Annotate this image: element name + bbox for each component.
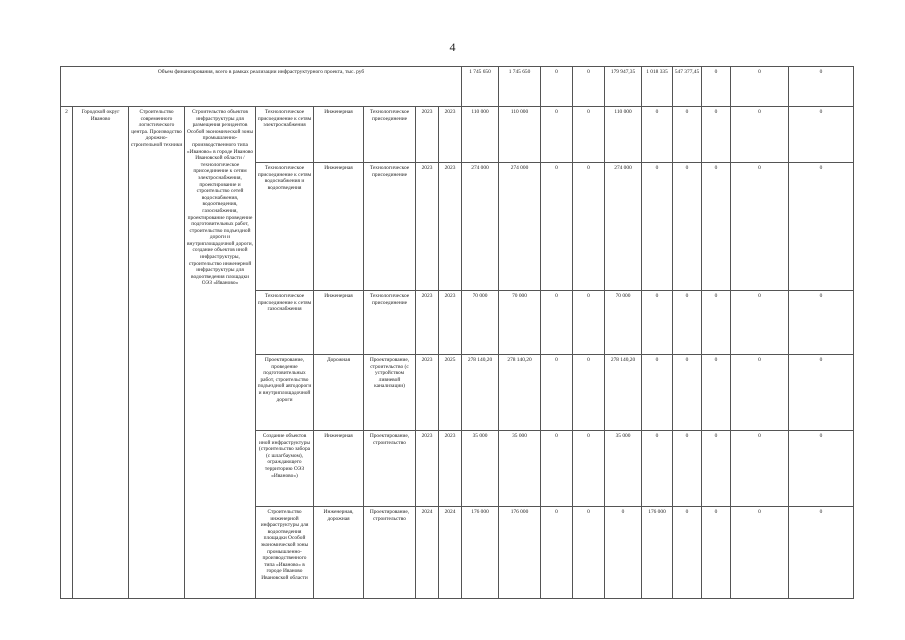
work-cell: Технологическое присоединение [364, 163, 416, 291]
type-cell: Инженерная [314, 291, 364, 355]
work-cell: Проектирование, строительство (с устройством ливневой канализации) [364, 355, 416, 431]
object-cell: Технологическое присоединение к сетям электроснабжения [256, 107, 314, 163]
value-cell: 0 [573, 431, 605, 507]
end-year: 2023 [439, 431, 462, 507]
value-cell: 0 [573, 507, 605, 599]
type-cell: Инженерная [314, 431, 364, 507]
summary-row [61, 67, 854, 107]
value-cell: 0 [573, 355, 605, 431]
value-cell: 0 [642, 107, 673, 163]
value-cell: 0 [789, 355, 854, 431]
end-year: 2023 [439, 107, 462, 163]
value-cell: 0 [642, 431, 673, 507]
value-cell: 176 000 [462, 507, 499, 599]
value-cell: 0 [673, 163, 702, 291]
value-cell: 0 [673, 507, 702, 599]
object-cell: Проектирование, проведение подготовительных работ, строительство подъездной автодороги и внутриплощадочной дороги [256, 355, 314, 431]
summary-value: 1 745 650 [499, 67, 541, 107]
table-row [61, 107, 854, 163]
value-cell: 274 000 [499, 163, 541, 291]
value-cell: 0 [541, 507, 573, 599]
work-cell: Технологическое присоединение [364, 291, 416, 355]
value-cell: 0 [731, 431, 789, 507]
value-cell: 0 [702, 163, 731, 291]
value-cell: 70 000 [605, 291, 642, 355]
object-cell: Технологическое присоединение к сетям водоснабжения и водоотведения [256, 163, 314, 291]
object-cell: Технологическое присоединение к сетям газоснабжения [256, 291, 314, 355]
value-cell: 35 000 [499, 431, 541, 507]
object-cell: Строительство инженерной инфраструктуры для водоотведения площадки Особой экономической зоны промышленно-производственного типа «Иваново» в городе Иваново Ивановской области [256, 507, 314, 599]
value-cell: 0 [731, 291, 789, 355]
start-year: 2023 [416, 431, 439, 507]
value-cell: 110 000 [605, 107, 642, 163]
row-number: 2 [61, 107, 73, 599]
value-cell: 0 [673, 431, 702, 507]
value-cell: 0 [702, 107, 731, 163]
value-cell: 70 000 [499, 291, 541, 355]
summary-value: 0 [573, 67, 605, 107]
value-cell: 0 [731, 355, 789, 431]
investment-projects-table [60, 66, 854, 599]
summary-value: 0 [541, 67, 573, 107]
value-cell: 0 [702, 355, 731, 431]
value-cell: 0 [642, 291, 673, 355]
value-cell: 0 [541, 163, 573, 291]
value-cell: 0 [541, 107, 573, 163]
object-cell: Создание объектов иной инфраструктуры (строительство забора (с шлагбаумом), ограждающего территорию ОЭЗ «Иваново») [256, 431, 314, 507]
summary-value: 179 947,35 [605, 67, 642, 107]
value-cell: 0 [605, 507, 642, 599]
value-cell: 35 000 [462, 431, 499, 507]
start-year: 2023 [416, 291, 439, 355]
start-year: 2024 [416, 507, 439, 599]
value-cell: 0 [702, 507, 731, 599]
summary-value: 1 018 335 [642, 67, 673, 107]
value-cell: 274 000 [462, 163, 499, 291]
work-cell: Проектирование, строительство [364, 431, 416, 507]
value-cell: 0 [789, 291, 854, 355]
end-year: 2025 [439, 355, 462, 431]
value-cell: 0 [789, 507, 854, 599]
value-cell: 0 [541, 355, 573, 431]
value-cell: 0 [541, 291, 573, 355]
value-cell: 0 [541, 431, 573, 507]
summary-label: Объем финансирования, всего в рамках реализации инфраструктурного проекта, тыс. руб [61, 67, 462, 107]
work-cell: Технологическое присоединение [364, 107, 416, 163]
end-year: 2023 [439, 291, 462, 355]
investment-project-cell: Строительство современного логистического центра. Производство дорожно-строительной техники [129, 107, 185, 599]
value-cell: 176 000 [642, 507, 673, 599]
summary-value: 547 377,45 [673, 67, 702, 107]
summary-value: 0 [789, 67, 854, 107]
start-year: 2023 [416, 107, 439, 163]
start-year: 2023 [416, 163, 439, 291]
value-cell: 0 [731, 107, 789, 163]
end-year: 2024 [439, 507, 462, 599]
page-number: 4 [449, 40, 456, 54]
infrastructure-project-cell: Строительство объектов инфраструктуры для размещения резидентов Особой экономической зоны промышленно-производственного типа «Иваново» в городе Иваново Ивановской области / технологическое присоединение к сетям электроснабжения, проектирование и строительство сетей водоснабжения, водоотведения, газоснабжения, проектирование проведение подготовительных работ, строительство подъездной дороги и внутриплощадочной дороги, создание объектов иной инфраструктуры, строительство инженерной инфраструктуры для водоотведения площадки ОЭЗ «Иваново» [185, 107, 256, 599]
value-cell: 278 140,20 [462, 355, 499, 431]
value-cell: 0 [673, 355, 702, 431]
type-cell: Инженерная, дорожная [314, 507, 364, 599]
summary-value: 0 [702, 67, 731, 107]
value-cell: 0 [642, 355, 673, 431]
value-cell: 70 000 [462, 291, 499, 355]
value-cell: 0 [702, 431, 731, 507]
value-cell: 0 [789, 107, 854, 163]
value-cell: 0 [673, 107, 702, 163]
value-cell: 0 [573, 291, 605, 355]
value-cell: 0 [573, 107, 605, 163]
work-cell: Проектирование, строительство [364, 507, 416, 599]
value-cell: 278 140,20 [499, 355, 541, 431]
value-cell: 110 000 [462, 107, 499, 163]
value-cell: 0 [702, 291, 731, 355]
type-cell: Дорожная [314, 355, 364, 431]
type-cell: Инженерная [314, 163, 364, 291]
summary-value: 1 745 650 [462, 67, 499, 107]
end-year: 2023 [439, 163, 462, 291]
value-cell: 0 [573, 163, 605, 291]
value-cell: 0 [673, 291, 702, 355]
value-cell: 0 [789, 431, 854, 507]
value-cell: 274 000 [605, 163, 642, 291]
type-cell: Инженерная [314, 107, 364, 163]
value-cell: 110 000 [499, 107, 541, 163]
value-cell: 0 [789, 163, 854, 291]
start-year: 2023 [416, 355, 439, 431]
value-cell: 278 140,20 [605, 355, 642, 431]
municipality-cell: Городской округ Иваново [73, 107, 129, 599]
value-cell: 35 000 [605, 431, 642, 507]
value-cell: 0 [731, 507, 789, 599]
value-cell: 0 [731, 163, 789, 291]
summary-value: 0 [731, 67, 789, 107]
value-cell: 0 [642, 163, 673, 291]
value-cell: 176 000 [499, 507, 541, 599]
